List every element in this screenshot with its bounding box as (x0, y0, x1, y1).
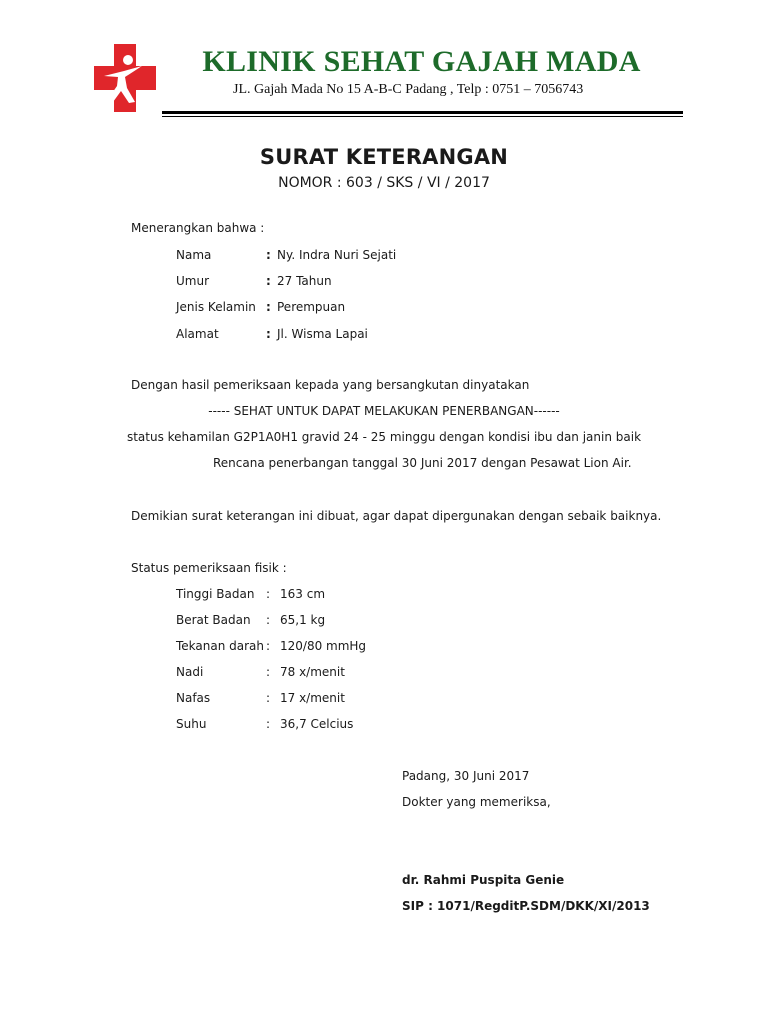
physical-value-height: 163 cm (280, 587, 326, 601)
colon: : (266, 248, 271, 262)
colon: : (266, 587, 271, 601)
exam-intro-text: Dengan hasil pemeriksaan kepada yang bersangkutan dinyatakan (131, 378, 530, 392)
letter-title: SURAT KETERANGAN (259, 145, 509, 169)
colon: : (266, 327, 271, 341)
colon: : (266, 717, 271, 731)
physical-value-respiration: 17 x/menit (280, 691, 345, 705)
colon: : (266, 274, 271, 288)
clinic-address: JL. Gajah Mada No 15 A-B-C Padang , Telp : 0751 – 7056743 (233, 82, 584, 97)
doctor-name: dr. Rahmi Puspita Genie (402, 873, 565, 887)
physical-value-pulse: 78 x/menit (280, 665, 345, 679)
colon: : (266, 300, 271, 314)
patient-value-name: Ny. Indra Nuri Sejati (277, 248, 397, 262)
patient-value-address: Jl. Wisma Lapai (277, 327, 368, 341)
colon: : (266, 639, 271, 653)
colon: : (266, 691, 271, 705)
patient-label-gender: Jenis Kelamin (176, 300, 256, 314)
doctor-sip-number: SIP : 1071/RegditP.SDM/DKK/XI/2013 (402, 899, 650, 913)
physical-value-weight: 65,1 kg (280, 613, 326, 627)
patient-label-name: Nama (176, 248, 212, 262)
physical-label-temperature: Suhu (176, 717, 207, 731)
physical-value-blood-pressure: 120/80 mmHg (280, 639, 367, 653)
physical-value-temperature: 36,7 Celcius (280, 717, 354, 731)
intro-text: Menerangkan bahwa : (131, 221, 265, 235)
closing-text: Demikian surat keterangan ini dibuat, agar dapat dipergunakan dengan sebaik baiknya. (131, 509, 662, 523)
signature-place-date: Padang, 30 Juni 2017 (402, 769, 530, 783)
pregnancy-status-text: status kehamilan G2P1A0H1 gravid 24 - 25 minggu dengan kondisi ibu dan janin baik (126, 430, 642, 444)
physical-label-pulse: Nadi (176, 665, 204, 679)
physical-label-respiration: Nafas (176, 691, 211, 705)
physical-label-height: Tinggi Badan (176, 587, 255, 601)
patient-label-address: Alamat (176, 327, 219, 341)
patient-value-gender: Perempuan (277, 300, 346, 314)
colon: : (266, 665, 271, 679)
signature-role: Dokter yang memeriksa, (402, 795, 551, 809)
colon: : (266, 613, 271, 627)
physical-status-title: Status pemeriksaan fisik : (131, 561, 287, 575)
patient-value-age: 27 Tahun (277, 274, 332, 288)
letter-number: NOMOR : 603 / SKS / VI / 2017 (278, 175, 490, 191)
patient-label-age: Umur (176, 274, 210, 288)
clinic-name: KLINIK SEHAT GAJAH MADA (202, 45, 641, 78)
header-divider-thin (162, 116, 683, 117)
header-divider-thick (162, 111, 683, 114)
verdict-text: ----- SEHAT UNTUK DAPAT MELAKUKAN PENERBANGAN------ (208, 404, 560, 418)
flight-plan-text: Rencana penerbangan tanggal 30 Juni 2017 dengan Pesawat Lion Air. (213, 456, 632, 470)
physical-label-blood-pressure: Tekanan darah (176, 639, 265, 653)
physical-label-weight: Berat Badan (176, 613, 251, 627)
